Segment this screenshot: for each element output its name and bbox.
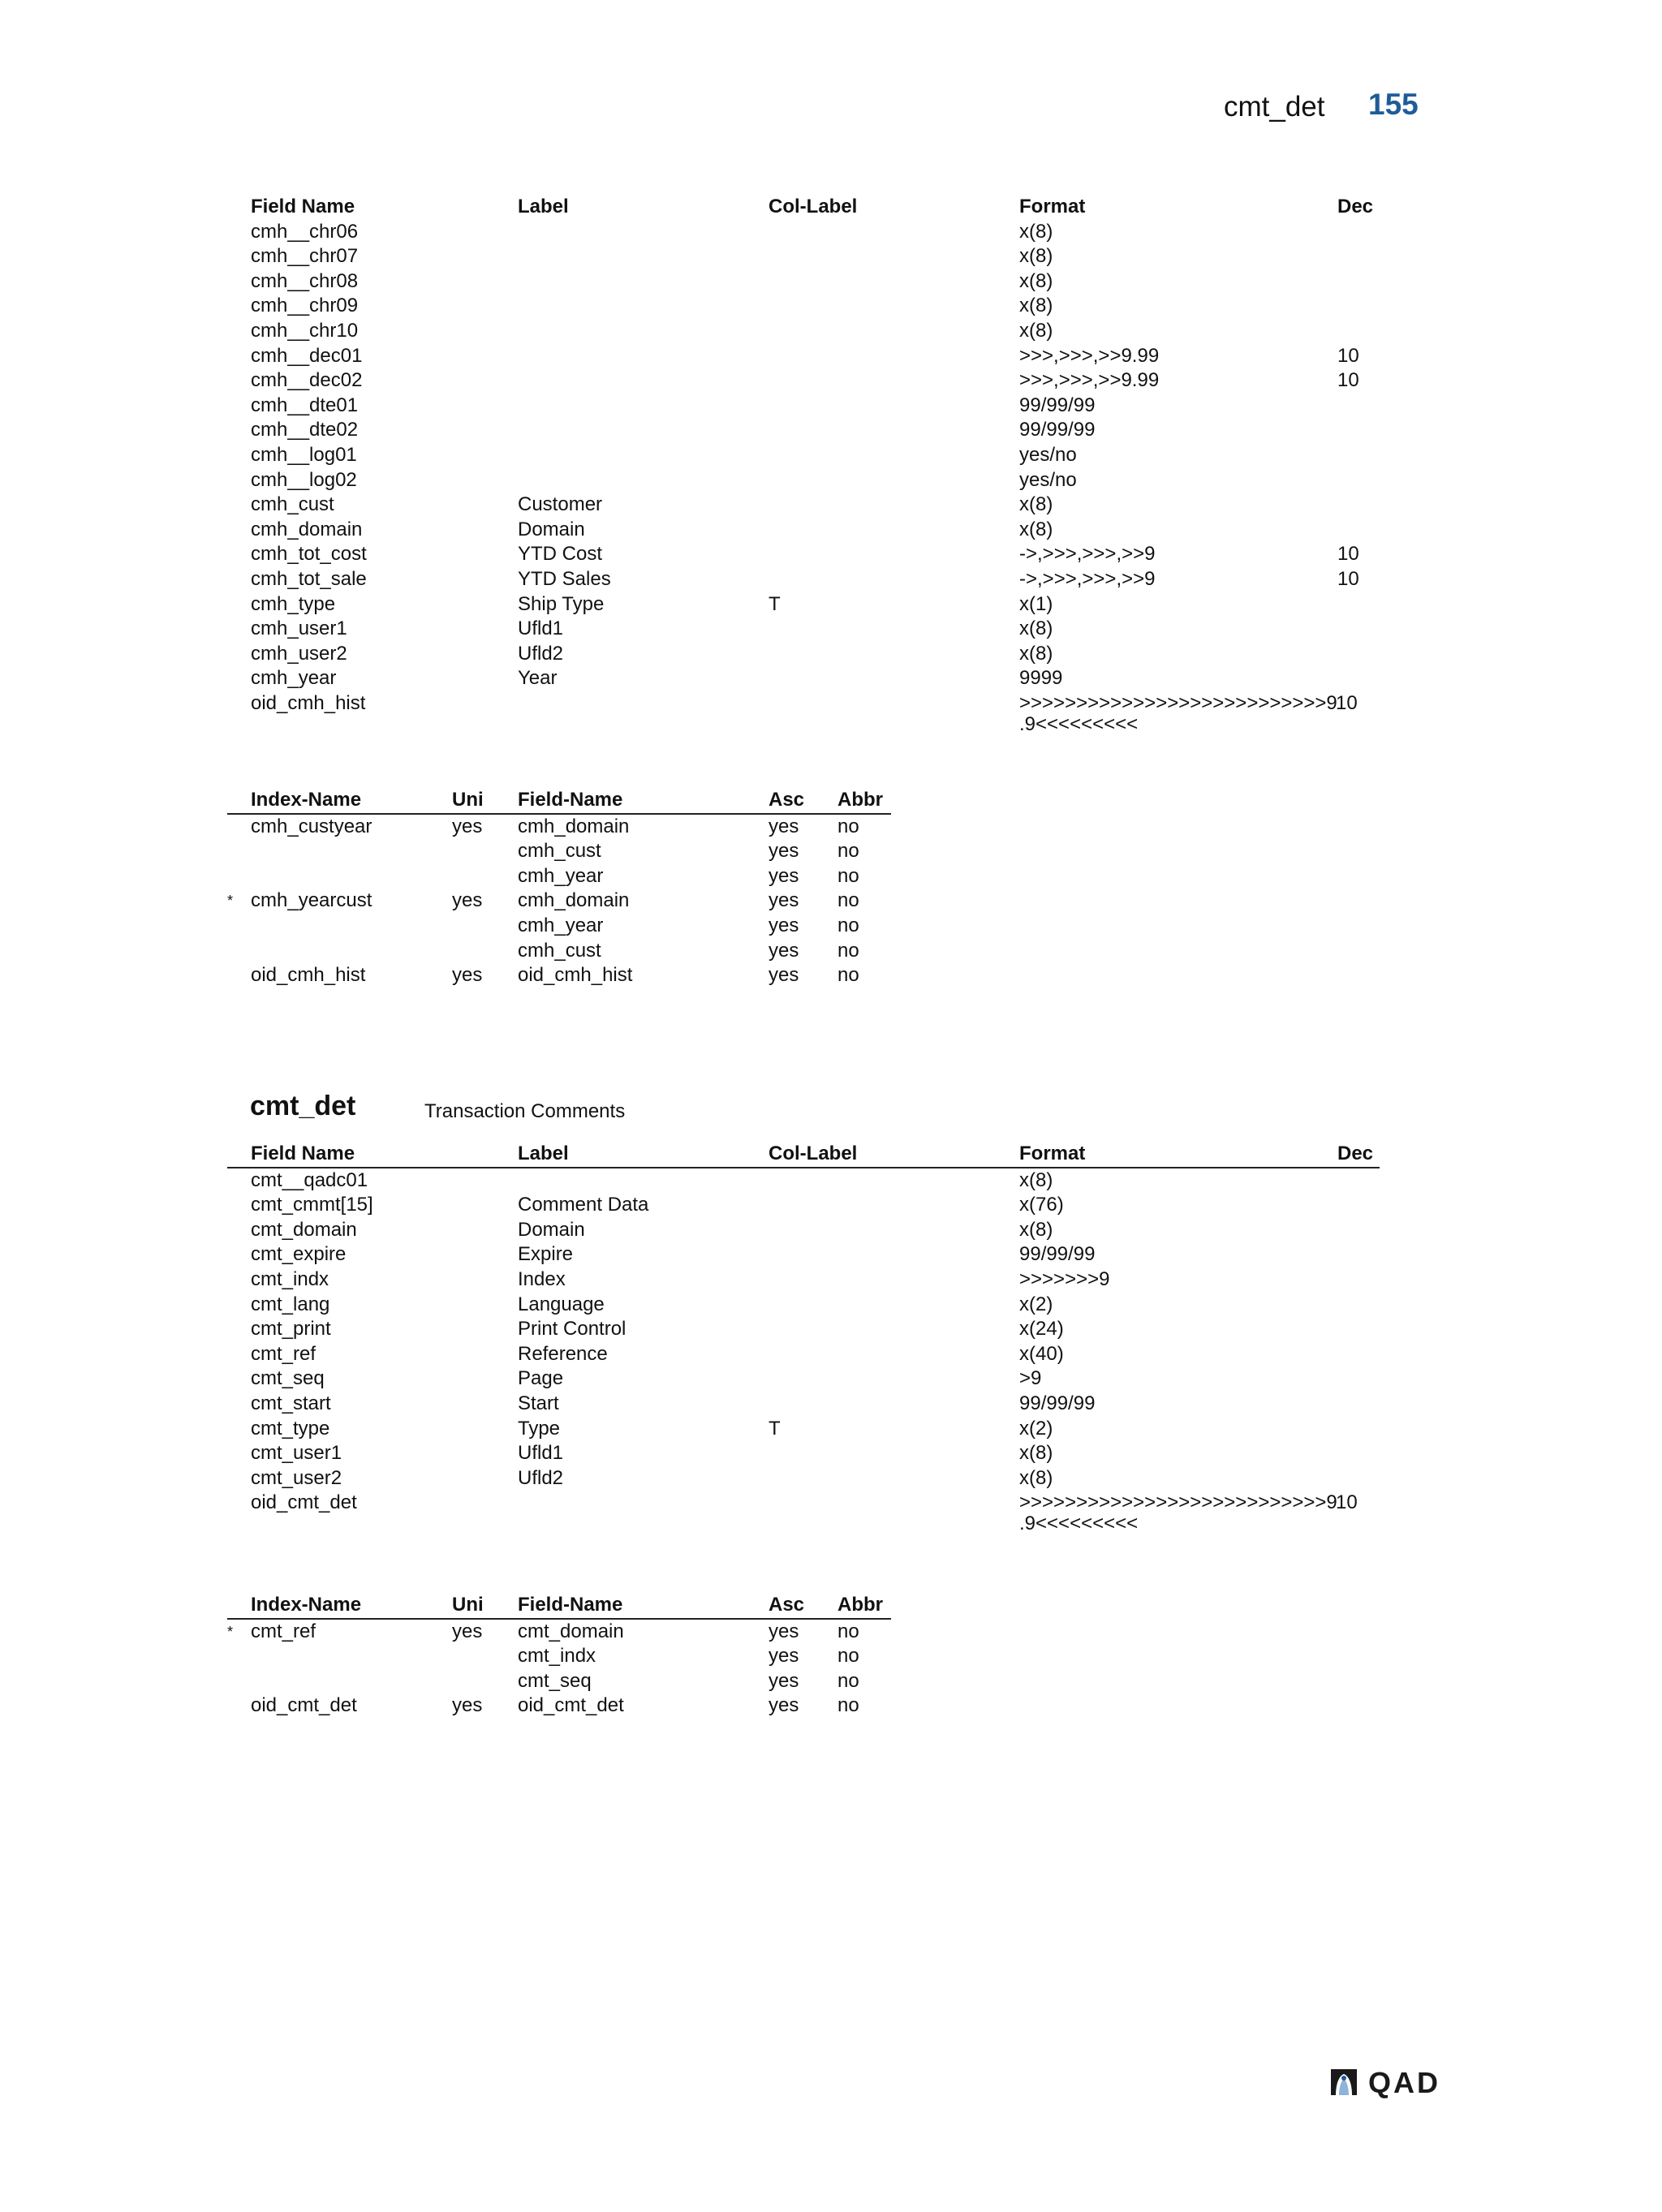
cell-abbr: no xyxy=(837,964,859,987)
cell-format: ->,>>>,>>>,>>9 xyxy=(1019,567,1156,590)
cell-label: Ufld2 xyxy=(518,1466,564,1489)
table-row xyxy=(227,542,1380,567)
format-line-1: >>>>>>>>>>>>>>>>>>>>>>>>>>>9 xyxy=(1019,691,1337,714)
col-abbr: Abbr xyxy=(837,1594,883,1616)
cell-format: x(8) xyxy=(1019,1466,1053,1489)
cell-field-name: cmt_seq xyxy=(251,1367,325,1390)
table-row xyxy=(227,493,1380,518)
cell-dec: 10 xyxy=(1337,344,1359,367)
cell-col-label: T xyxy=(769,592,781,615)
cell-field-name: cmh__chr08 xyxy=(251,269,359,292)
col-label: Label xyxy=(518,196,569,217)
section-title: cmt_det xyxy=(250,1091,356,1121)
cell-field-name: cmh__dec02 xyxy=(251,369,363,392)
cell-label: Start xyxy=(518,1392,559,1414)
cell-asc: yes xyxy=(769,1669,799,1692)
table-row xyxy=(227,1242,1380,1267)
table-row xyxy=(227,1218,1380,1243)
col-dec: Dec xyxy=(1337,196,1374,217)
col-dec: Dec xyxy=(1337,1143,1374,1164)
table-row xyxy=(227,567,1380,592)
field-table-cmh-hist xyxy=(227,195,1380,735)
col-format: Format xyxy=(1019,1143,1086,1164)
cell-index-name: oid_cmh_hist xyxy=(251,964,366,987)
index-body xyxy=(227,1620,891,1719)
cell-uni: yes xyxy=(452,1620,483,1642)
index-row xyxy=(227,963,891,988)
table-row xyxy=(227,1342,1380,1367)
table-row xyxy=(227,443,1380,468)
index-row xyxy=(227,889,891,914)
cell-abbr: no xyxy=(837,815,859,837)
col-col-label: Col-Label xyxy=(769,196,858,217)
cell-format: x(1) xyxy=(1019,592,1053,615)
index-row xyxy=(227,914,891,939)
cell-abbr: no xyxy=(837,914,859,936)
index-row xyxy=(227,815,891,840)
cell-format: x(8) xyxy=(1019,1442,1053,1465)
cell-label: Page xyxy=(518,1367,564,1390)
table-row xyxy=(227,368,1380,394)
cell-field-name: cmt_seq xyxy=(518,1669,592,1692)
cell-asc: yes xyxy=(769,840,799,863)
col-uni: Uni xyxy=(452,789,484,811)
running-header-title: cmt_det xyxy=(1224,91,1325,123)
col-field-name: Field-Name xyxy=(518,789,623,811)
cell-field-name: cmh_domain xyxy=(518,815,630,837)
cell-field-name: cmh__chr07 xyxy=(251,245,359,268)
cell-format: x(8) xyxy=(1019,493,1053,516)
table-row xyxy=(227,1293,1380,1318)
cell-format: 99/99/99 xyxy=(1019,419,1096,441)
table-body xyxy=(227,1168,1380,1491)
cell-field-name: oid_cmh_hist xyxy=(518,964,633,987)
index-row xyxy=(227,939,891,964)
cell-label: Ufld2 xyxy=(518,642,564,665)
table-header-row xyxy=(227,195,1380,220)
table-row xyxy=(227,220,1380,245)
col-uni: Uni xyxy=(452,1594,484,1616)
cell-field-name: cmh_year xyxy=(518,914,604,936)
col-index-name: Index-Name xyxy=(251,1594,362,1616)
cell-field-name: cmh_cust xyxy=(251,493,334,516)
table-row xyxy=(227,592,1380,618)
table-row xyxy=(227,691,1380,735)
cell-field-name: cmh_domain xyxy=(251,518,363,540)
cell-field-name: cmt_print xyxy=(251,1318,331,1341)
primary-index-marker: * xyxy=(227,893,234,910)
cell-asc: yes xyxy=(769,1694,799,1717)
col-index-name: Index-Name xyxy=(251,789,362,811)
cell-field-name: cmh__dte02 xyxy=(251,419,359,441)
format-line-2: .9<<<<<<<<< xyxy=(1019,1513,1139,1535)
cell-index-name: oid_cmt_det xyxy=(251,1694,357,1717)
table-row xyxy=(227,319,1380,344)
cell-asc: yes xyxy=(769,914,799,936)
cell-field-name: cmt_type xyxy=(251,1417,330,1440)
index-row xyxy=(227,839,891,864)
cell-field-name: cmh_tot_sale xyxy=(251,567,367,590)
cell-field-name: cmh__chr09 xyxy=(251,295,359,317)
cell-field-name: cmt_lang xyxy=(251,1293,330,1315)
cell-format: 99/99/99 xyxy=(1019,1243,1096,1266)
cell-field-name: cmt__qadc01 xyxy=(251,1168,368,1191)
table-row xyxy=(227,666,1380,691)
cell-uni: yes xyxy=(452,964,483,987)
table-row xyxy=(227,244,1380,269)
col-field-name: Field Name xyxy=(251,1143,355,1164)
index-row xyxy=(227,1620,891,1645)
cell-format: x(8) xyxy=(1019,1218,1053,1241)
cell-format: >9 xyxy=(1019,1367,1042,1390)
cell-label: Ufld1 xyxy=(518,1442,564,1465)
col-field-name: Field-Name xyxy=(518,1594,623,1616)
cell-field-name: cmt_expire xyxy=(251,1243,347,1266)
table-row xyxy=(227,1193,1380,1218)
table-row xyxy=(227,617,1380,642)
cell-label: YTD Cost xyxy=(518,543,603,566)
cell-field-name: cmt_domain xyxy=(518,1620,624,1642)
cell-label: Ufld1 xyxy=(518,618,564,640)
cell-label: Domain xyxy=(518,1218,585,1241)
index-header-row xyxy=(227,1593,891,1620)
cell-format: x(8) xyxy=(1019,295,1053,317)
cell-field-name: cmt_start xyxy=(251,1392,331,1414)
table-row xyxy=(227,468,1380,493)
cell-format: x(24) xyxy=(1019,1318,1064,1341)
cell-abbr: no xyxy=(837,889,859,912)
index-body xyxy=(227,815,891,988)
cell-format xyxy=(1019,1492,1337,1534)
cell-abbr: no xyxy=(837,1620,859,1642)
cell-abbr: no xyxy=(837,1645,859,1668)
cell-label: Comment Data xyxy=(518,1194,649,1216)
cell-uni: yes xyxy=(452,1694,483,1717)
cell-index-name: cmt_ref xyxy=(251,1620,316,1642)
table-row xyxy=(227,1417,1380,1442)
col-col-label: Col-Label xyxy=(769,1143,858,1164)
cell-field-name: cmh_domain xyxy=(518,889,630,912)
cell-field-name: cmt_cmmt[15] xyxy=(251,1194,373,1216)
cell-format: 99/99/99 xyxy=(1019,394,1096,416)
cell-dec: 10 xyxy=(1337,567,1359,590)
cell-dec: 10 xyxy=(1336,1491,1358,1514)
cell-format: x(40) xyxy=(1019,1342,1064,1365)
col-format: Format xyxy=(1019,196,1086,217)
cell-field-name: oid_cmt_det xyxy=(251,1491,357,1514)
cell-label: Type xyxy=(518,1417,561,1440)
qad-logo-text: QAD xyxy=(1368,2066,1440,2099)
cell-field-name: cmh__log01 xyxy=(251,443,357,466)
cell-field-name: cmh__chr06 xyxy=(251,220,359,243)
cell-format: yes/no xyxy=(1019,468,1077,491)
cell-field-name: cmt_user2 xyxy=(251,1466,342,1489)
cell-asc: yes xyxy=(769,1620,799,1642)
cell-format: x(8) xyxy=(1019,319,1053,342)
cell-field-name: oid_cmh_hist xyxy=(251,691,366,714)
table-row xyxy=(227,269,1380,295)
cell-format: x(8) xyxy=(1019,245,1053,268)
cell-asc: yes xyxy=(769,1645,799,1668)
cell-asc: yes xyxy=(769,939,799,962)
index-row xyxy=(227,1693,891,1719)
cell-field-name: cmh__dec01 xyxy=(251,344,363,367)
cell-asc: yes xyxy=(769,815,799,837)
cell-format: >>>>>>>9 xyxy=(1019,1267,1110,1290)
col-field-name: Field Name xyxy=(251,196,355,217)
table-row xyxy=(227,1317,1380,1342)
cell-format: x(8) xyxy=(1019,220,1053,243)
table-row xyxy=(227,394,1380,419)
cell-format: x(2) xyxy=(1019,1417,1053,1440)
cell-asc: yes xyxy=(769,864,799,887)
col-label: Label xyxy=(518,1143,569,1164)
cell-label: Expire xyxy=(518,1243,574,1266)
cell-field-name: cmt_indx xyxy=(518,1645,596,1668)
cell-field-name: cmh__log02 xyxy=(251,468,357,491)
cell-field-name: cmh_type xyxy=(251,592,336,615)
cell-label: Year xyxy=(518,667,558,690)
table-row xyxy=(227,1267,1380,1293)
cell-label: Print Control xyxy=(518,1318,626,1341)
cell-field-name: cmh_tot_cost xyxy=(251,543,367,566)
cell-format: x(8) xyxy=(1019,518,1053,540)
table-row xyxy=(227,1168,1380,1194)
format-line-1: >>>>>>>>>>>>>>>>>>>>>>>>>>>9 xyxy=(1019,1491,1337,1514)
table-row xyxy=(227,418,1380,443)
cell-dec: 10 xyxy=(1337,543,1359,566)
cell-field-name: cmt_domain xyxy=(251,1218,357,1241)
page-number: 155 xyxy=(1368,88,1419,121)
cell-field-name: cmt_user1 xyxy=(251,1442,342,1465)
cell-label: Domain xyxy=(518,518,585,540)
cell-format: x(2) xyxy=(1019,1293,1053,1315)
table-row xyxy=(227,1392,1380,1417)
cell-col-label: T xyxy=(769,1417,781,1440)
table-row xyxy=(227,344,1380,369)
cell-uni: yes xyxy=(452,889,483,912)
index-row xyxy=(227,1669,891,1694)
cell-format: >>>,>>>,>>9.99 xyxy=(1019,344,1160,367)
table-body xyxy=(227,220,1380,691)
table-row xyxy=(227,518,1380,543)
cell-dec: 10 xyxy=(1336,691,1358,714)
cell-field-name: cmh_user2 xyxy=(251,642,347,665)
table-row xyxy=(227,1441,1380,1466)
table-row xyxy=(227,294,1380,319)
table-row xyxy=(227,1366,1380,1392)
col-abbr: Abbr xyxy=(837,789,883,811)
cell-format: yes/no xyxy=(1019,443,1077,466)
cell-asc: yes xyxy=(769,964,799,987)
field-table-cmt-det xyxy=(227,1142,1380,1534)
cell-label: YTD Sales xyxy=(518,567,611,590)
cell-abbr: no xyxy=(837,939,859,962)
cell-label: Customer xyxy=(518,493,603,516)
section-subtitle: Transaction Comments xyxy=(424,1100,626,1122)
index-row xyxy=(227,1644,891,1669)
cell-format: x(8) xyxy=(1019,618,1053,640)
cell-index-name: cmh_yearcust xyxy=(251,889,372,912)
qad-logo xyxy=(1328,2068,1446,2097)
cell-format: x(76) xyxy=(1019,1194,1064,1216)
cell-field-name: cmh__dte01 xyxy=(251,394,359,416)
cell-label: Index xyxy=(518,1267,566,1290)
table-row xyxy=(227,1491,1380,1534)
qad-logo-icon xyxy=(1328,2068,1360,2097)
cell-field-name: cmh_cust xyxy=(518,840,601,863)
cell-format: >>>,>>>,>>9.99 xyxy=(1019,369,1160,392)
cell-field-name: cmh_user1 xyxy=(251,618,347,640)
cell-format: x(8) xyxy=(1019,1168,1053,1191)
cell-asc: yes xyxy=(769,889,799,912)
cell-field-name: cmh_year xyxy=(251,667,337,690)
cell-field-name: oid_cmt_det xyxy=(518,1694,624,1717)
cell-format: x(8) xyxy=(1019,642,1053,665)
cell-format: 99/99/99 xyxy=(1019,1392,1096,1414)
cell-field-name: cmt_ref xyxy=(251,1342,316,1365)
cell-format: x(8) xyxy=(1019,269,1053,292)
table-row xyxy=(227,642,1380,667)
cell-format: ->,>>>,>>>,>>9 xyxy=(1019,543,1156,566)
format-line-2: .9<<<<<<<<< xyxy=(1019,712,1139,735)
col-asc: Asc xyxy=(769,789,805,811)
index-table-cmh-hist xyxy=(227,788,891,988)
cell-abbr: no xyxy=(837,1694,859,1717)
cell-index-name: cmh_custyear xyxy=(251,815,372,837)
cell-field-name: cmt_indx xyxy=(251,1267,329,1290)
index-table-cmt-det xyxy=(227,1593,891,1719)
index-header-row xyxy=(227,788,891,815)
cell-label: Ship Type xyxy=(518,592,605,615)
cell-field-name: cmh_year xyxy=(518,864,604,887)
table-row xyxy=(227,1466,1380,1491)
cell-uni: yes xyxy=(452,815,483,837)
cell-label: Reference xyxy=(518,1342,608,1365)
col-asc: Asc xyxy=(769,1594,805,1616)
cell-field-name: cmh_cust xyxy=(518,939,601,962)
table-header-row xyxy=(227,1142,1380,1168)
primary-index-marker: * xyxy=(227,1623,234,1640)
cell-dec: 10 xyxy=(1337,369,1359,392)
index-row xyxy=(227,864,891,889)
cell-abbr: no xyxy=(837,1669,859,1692)
cell-abbr: no xyxy=(837,840,859,863)
cell-label: Language xyxy=(518,1293,605,1315)
cell-format: 9999 xyxy=(1019,667,1063,690)
cell-abbr: no xyxy=(837,864,859,887)
cell-field-name: cmh__chr10 xyxy=(251,319,359,342)
cell-format xyxy=(1019,693,1337,735)
